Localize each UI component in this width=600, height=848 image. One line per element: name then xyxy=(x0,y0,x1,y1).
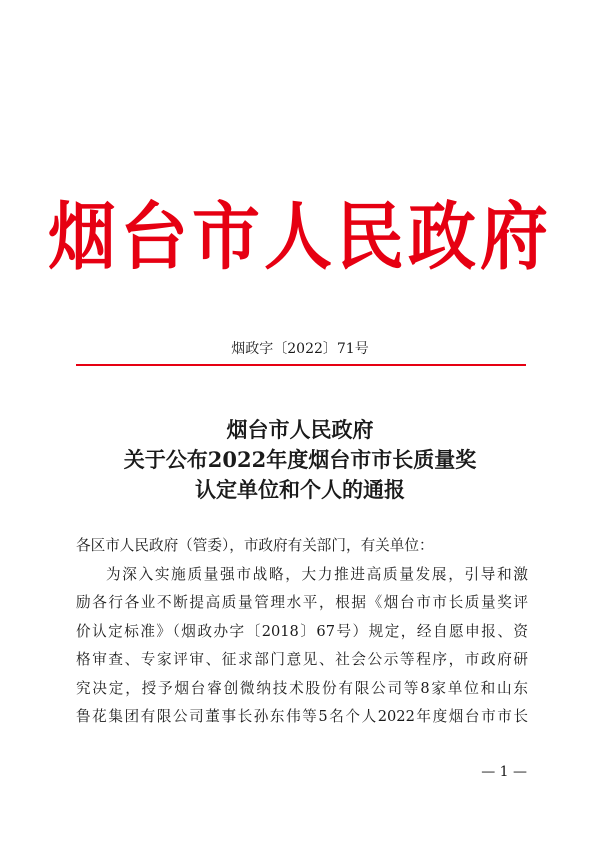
paragraph-line: 究决定，授予烟台睿创微纳技术股份有限公司等8家单位和山东 xyxy=(76,679,528,697)
document-title xyxy=(0,415,600,505)
paragraph-line: 鲁花集团有限公司董事长孙东伟等5名个人2022年度烟台市市长 xyxy=(76,708,528,725)
masthead-title: 烟台市人民政府 xyxy=(47,194,552,281)
paragraph-line: 格审查、专家评审、征求部门意见、社会公示等程序，市政府研 xyxy=(76,651,528,668)
title-line: 认定单位和个人的通报 xyxy=(195,477,405,502)
title-line: 关于公布2022年度烟台市市长质量奖 xyxy=(123,447,477,472)
red-divider-line xyxy=(76,364,526,366)
document-body xyxy=(76,532,528,732)
document-number: 烟政字〔2022〕71号 xyxy=(231,341,369,357)
page-number: — 1 — xyxy=(481,764,527,780)
title-line: 烟台市人民政府 xyxy=(226,417,374,442)
paragraph-line: 励各行各业不断提高质量管理水平，根据《烟台市市长质量奖评 xyxy=(76,594,528,611)
paragraph-line: 价认定标准》（烟政办字〔2018〕67号）规定，经自愿申报、资 xyxy=(76,622,528,640)
salutation: 各区市人民政府（管委），市政府有关部门，有关单位： xyxy=(76,537,434,554)
paragraph-line: 为深入实施质量强市战略，大力推进高质量发展，引导和激 xyxy=(106,565,528,583)
